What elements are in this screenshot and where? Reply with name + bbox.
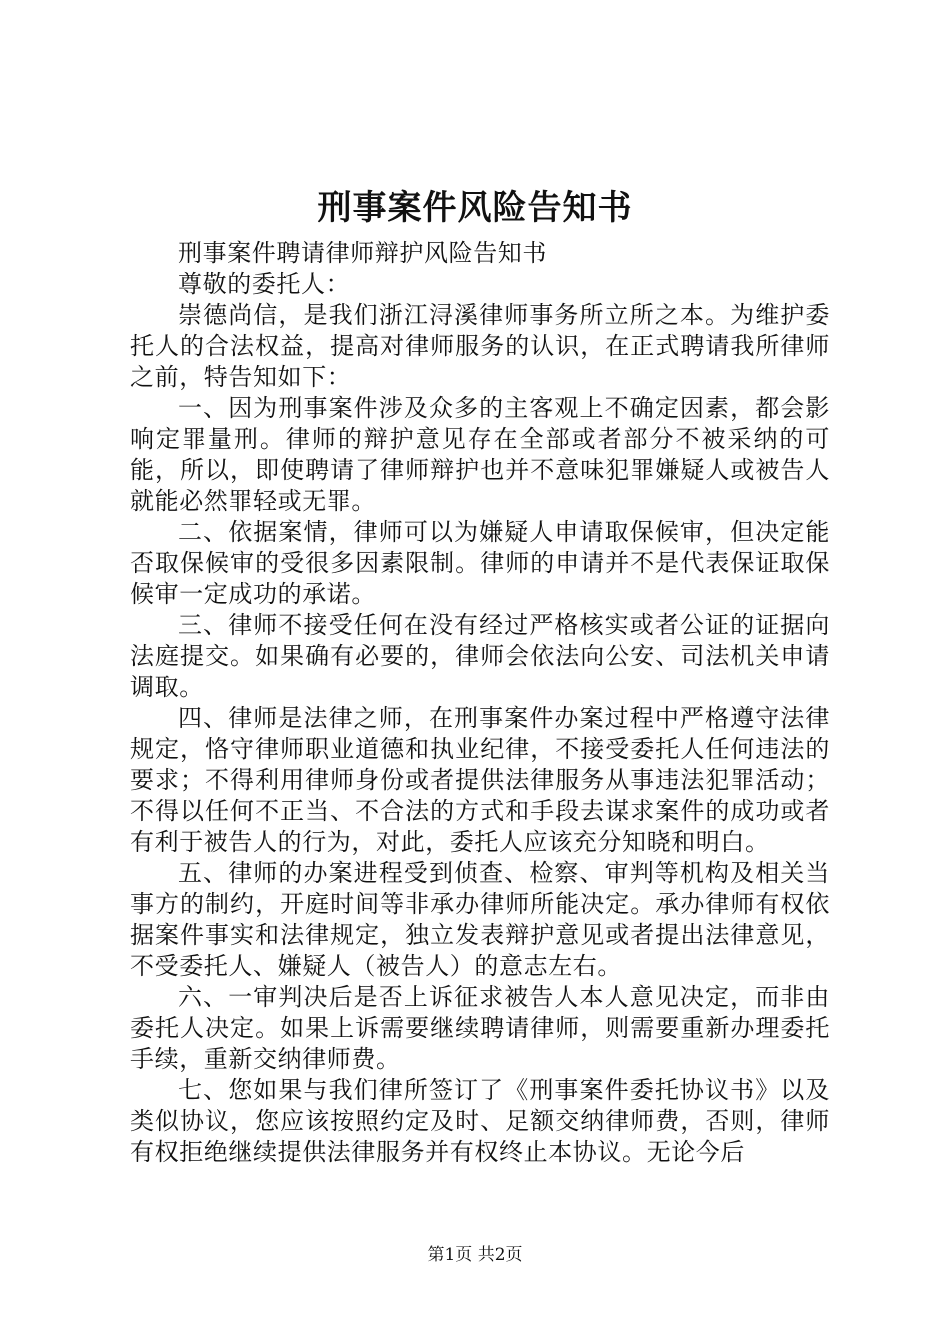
intro-paragraph: 崇德尚信，是我们浙江浔溪律师事务所立所之本。为维护委托人的合法权益，提高对律师服务的认识，在正式聘请我所律师之前，特告知如下： <box>130 301 830 391</box>
salutation-paragraph: 尊敬的委托人： <box>178 270 351 298</box>
clause-paragraph-3: 三、律师不接受任何在没有经过严格核实或者公证的证据向法庭提交。如果确有必要的，律师会依法向公安、司法机关申请调取。 <box>130 611 830 701</box>
clause-paragraph-7: 七、您如果与我们律所签订了《刑事案件委托协议书》以及类似协议，您应该按照约定及时、足额交纳律师费，否则，律师有权拒绝继续提供法律服务并有权终止本协议。无论今后 <box>130 1076 830 1166</box>
clause-paragraph-4: 四、律师是法律之师，在刑事案件办案过程中严格遵守法律规定，恪守律师职业道德和执业纪律，不接受委托人任何违法的要求；不得利用律师身份或者提供法律服务从事违法犯罪活动；不得以任何不正当、不合法的方式和手段去谋求案件的成功或者有利于被告人的行为，对此，委托人应该充分知晓和明白。 <box>130 704 830 856</box>
clause-paragraph-1: 一、因为刑事案件涉及众多的主客观上不确定因素，都会影响定罪量刑。律师的辩护意见存在全部或者部分不被采纳的可能，所以，即使聘请了律师辩护也并不意味犯罪嫌疑人或被告人就能必然罪轻或无罪。 <box>130 394 830 515</box>
page-number-footer: 第1页 共2页 <box>427 1245 523 1265</box>
document-title: 刑事案件风险告知书 <box>317 188 633 228</box>
clause-paragraph-5: 五、律师的办案进程受到侦查、检察、审判等机构及相关当事方的制约，开庭时间等非承办律师所能决定。承办律师有权依据案件事实和法律规定，独立发表辩护意见或者提出法律意见，不受委托人、嫌疑人（被告人）的意志左右。 <box>130 859 830 980</box>
subtitle-paragraph: 刑事案件聘请律师辩护风险告知书 <box>178 239 547 267</box>
document-body <box>130 238 830 1168</box>
clause-paragraph-2: 二、依据案情，律师可以为嫌疑人申请取保候审，但决定能否取保候审的受很多因素限制。律师的申请并不是代表保证取保候审一定成功的承诺。 <box>130 518 830 608</box>
clause-paragraph-6: 六、一审判决后是否上诉征求被告人本人意见决定，而非由委托人决定。如果上诉需要继续聘请律师，则需要重新办理委托手续，重新交纳律师费。 <box>130 983 830 1073</box>
